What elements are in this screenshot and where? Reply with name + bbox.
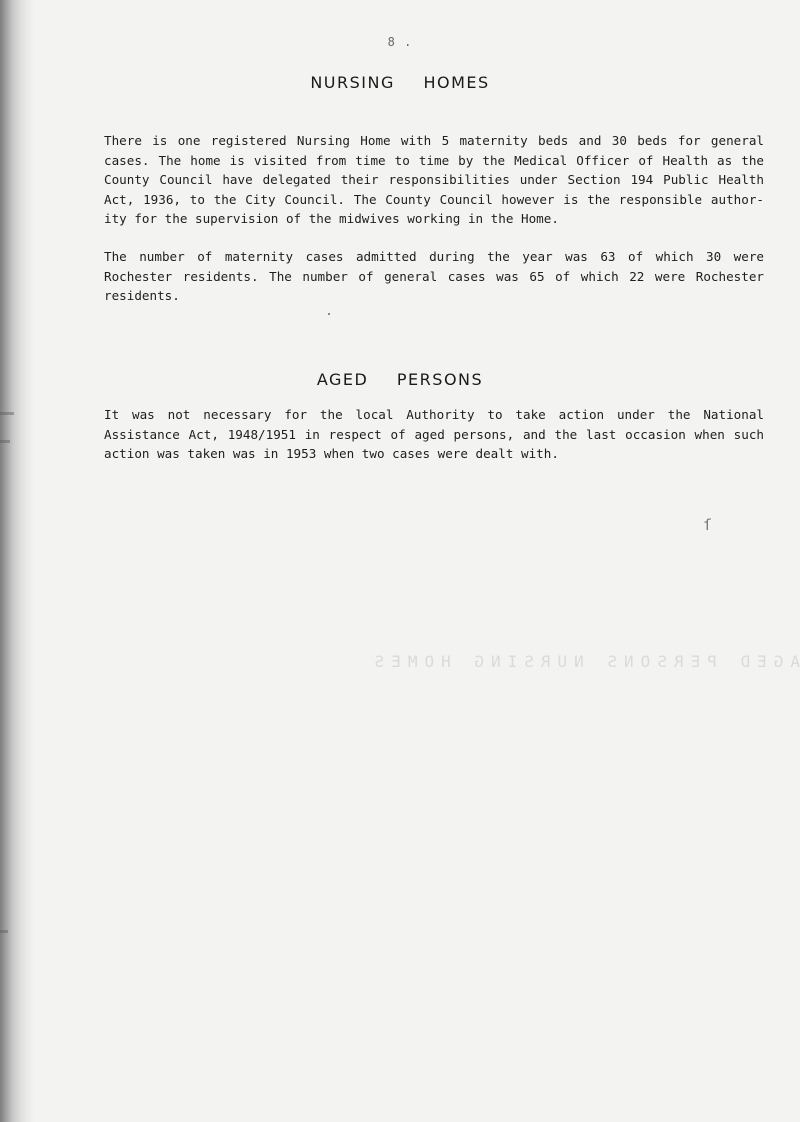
ink-dot — [328, 313, 330, 315]
section-heading-nursing-homes: NURSING HOMES — [310, 73, 490, 92]
scan-speck — [0, 440, 10, 443]
bleed-through-text: AGED PERSONS NURSING HOMES — [367, 652, 800, 671]
nursing-homes-paragraph-1: There is one registered Nursing Home with 5 maternity beds and 30 beds for general cases. The home is visited from time to time by the Medical Officer of Health as the County Council have delegated their responsibilities under Section 194 Public Health Act, 1936, to the City Council. The County Council however is the responsible author- ity for the supervision of the midwives working in the Home. — [104, 133, 764, 227]
stray-mark: ſ — [703, 516, 713, 534]
nursing-homes-paragraph-2: The number of maternity cases admitted during the year was 63 of which 30 were Rochester residents. The number of general cases was 65 of which 22 were Rochester residents. — [104, 249, 764, 304]
page-number: 8 . — [387, 35, 413, 49]
scan-speck — [0, 412, 14, 415]
scan-speck — [0, 930, 8, 933]
page-edge-shadow — [0, 0, 34, 1122]
section-heading-aged-persons: AGED PERSONS — [316, 370, 484, 389]
aged-persons-paragraph-1: It was not necessary for the local Authority to take action under the National Assistance Act, 1948/1951 in respect of aged persons, and the last occasion when such action was taken was in 1953 when two cases were dealt with. — [104, 407, 764, 462]
